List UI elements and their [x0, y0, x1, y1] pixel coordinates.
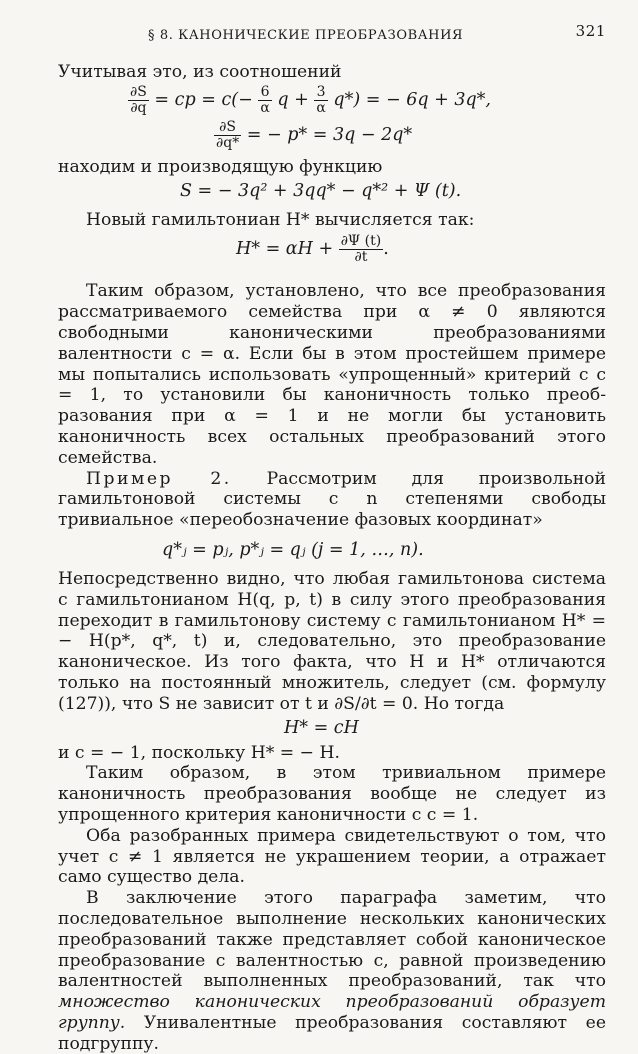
formula-relabeling: q*ⱼ = pⱼ, p*ⱼ = qⱼ (j = 1, …, n). — [162, 539, 424, 560]
paragraph-trivial-example: Таким образом, в этом тривиальном примере каноничность преобразования вообще не следует из упрощенного критерия каноничности с c = 1. — [58, 763, 606, 825]
paragraph-new-hamiltonian: Новый гамильтониан H* вычисляется так: — [86, 209, 475, 230]
book-page — [58, 20, 606, 1054]
paragraph-generating-function: находим и производящую функцию — [58, 156, 383, 177]
formula-dS-dq: $\frac{\partial S}{\partial q}$ = cp = c(− $\frac{6}{\alpha}$ q + $\frac{3}{\alpha}$ q*) = − 6q + 3q*, — [130, 83, 491, 116]
paragraph-example2: Пример 2. Рассмотрим для произвольной гамильтоновой системы с n степенями свободы тривиальное «переобозначение фазовых координат» — [58, 468, 606, 531]
paragraph-c-minus-one: и c = − 1, поскольку H* = − H. — [58, 742, 340, 763]
paragraph-both-examples: Оба разобранных примера свидетельствуют о том, что учет c ≠ 1 является не украшением теории, а отражает само существо дела. — [58, 825, 606, 888]
formula-dS-dqstar: $\frac{\partial S}{\partial q*}$ = − p* = 3q − 2q* — [216, 118, 413, 151]
paragraph-conclusion-example1: Таким образом, установлено, что все преобразования рассматриваемого семейства при α ≠ 0 являются свободными каноническими преобразованиями валентности c = α. Если бы в этом простейшем примере мы попытались использовать «упрощенный» критерий с c = 1, то установили бы каноничность только преобразования при α = 1 и не могли бы установить каноничность всех остальных преобразований этого семейства. — [58, 281, 606, 468]
formula-H-star: H* = αH + $\frac{\partial\Psi (t)}{\partial t}$ . — [236, 233, 389, 266]
running-header — [58, 20, 606, 44]
section-title: § 8. КАНОНИЧЕСКИЕ ПРЕОБРАЗОВАНИЯ — [148, 28, 464, 43]
formula-H-star-cH: H* = cH — [284, 717, 359, 738]
formula-S: S = − 3q² + 3qq* − q*² + Ψ (t). — [180, 180, 462, 201]
group-statement: множество канонических преобразований образует группу. — [58, 992, 606, 1033]
paragraph-closing: В заключение этого параграфа заметим, что последовательное выполнение нескольких канонических преобразований также представляет собой каноническое преобразование с валентностью c, равной произведению валентностей выполненных преобразований, так что множество канонических преобразований образует группу. Унивалентные преобразования составляют ее подгруппу. — [58, 888, 606, 1054]
page-number: 321 — [575, 22, 606, 40]
paragraph-direct-check: Непосредственно видно, что любая гамильтонова система с гамильтонианом H(q, p, t) в силу этого преобразования переходит в гамильтонову систему с гамильтонианом H* = − H(p*, q*, t) и, следовательно, это преобразование каноническое. Из того факта, что H и H* отличаются только на постоянный множитель, следует (см. формулу (127)), что S не зависит от t и ∂S/∂t = 0. Но тогда — [58, 568, 606, 714]
example-label: Пример 2. — [86, 468, 232, 489]
paragraph-intro: Учитывая это, из соотношений — [58, 62, 342, 82]
